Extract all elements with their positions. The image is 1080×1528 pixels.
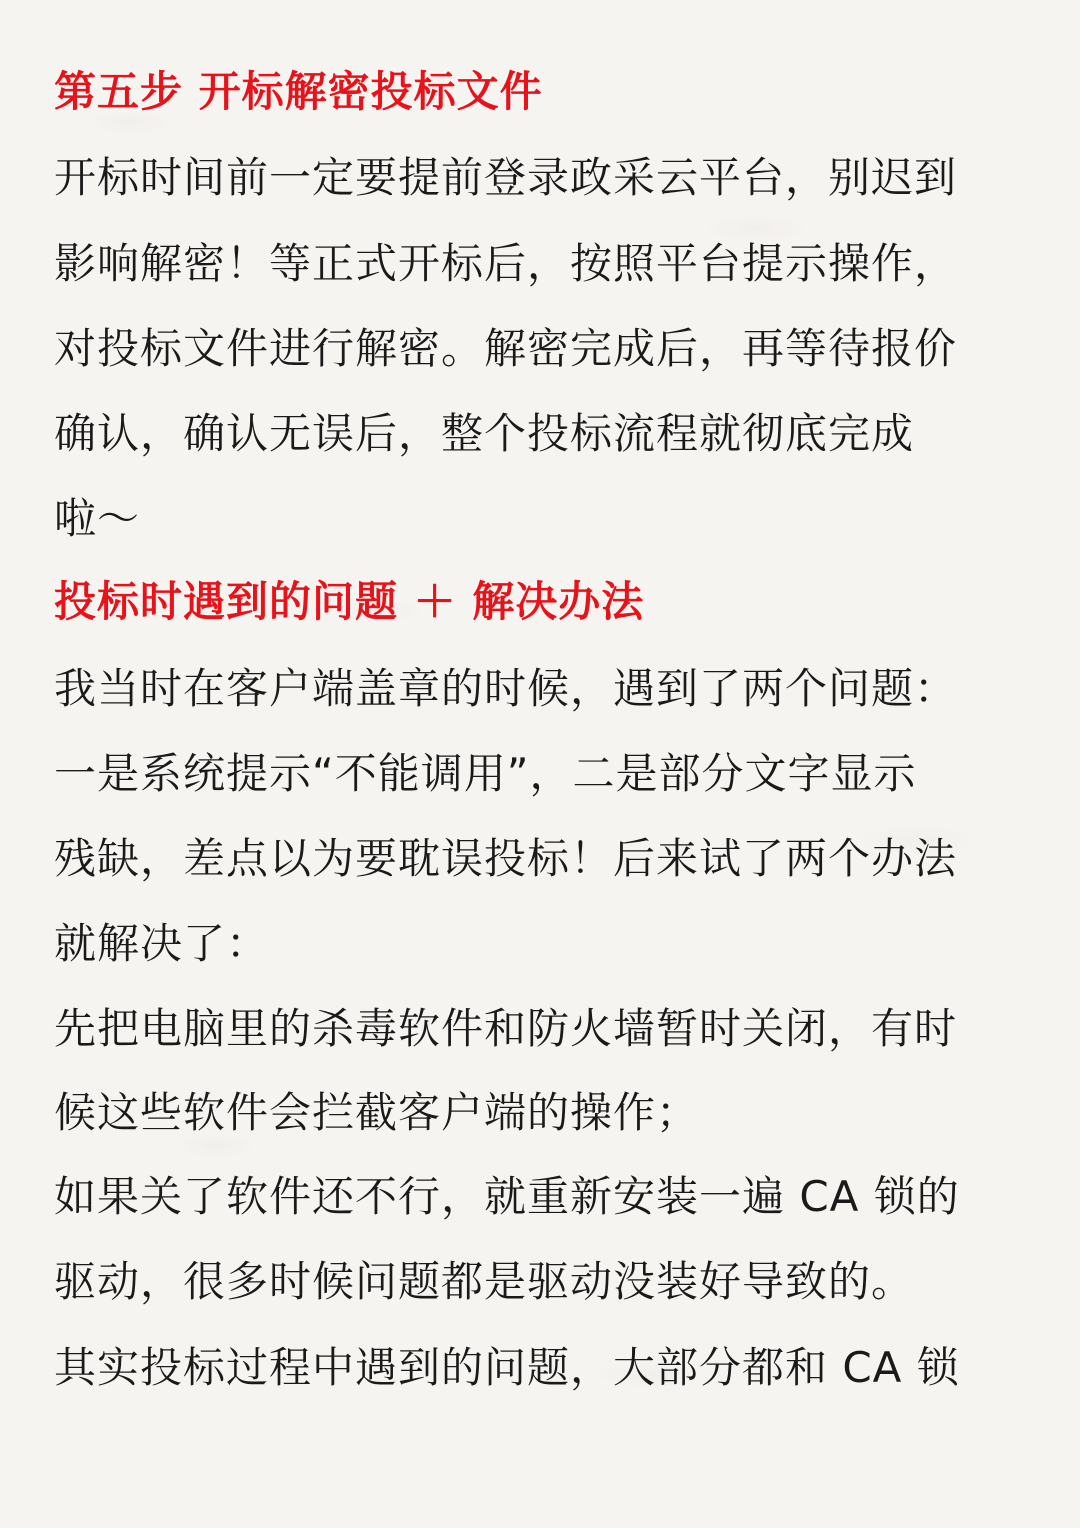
paragraph-line: 确认，确认无误后，整个投标流程就彻底完成 — [54, 409, 915, 458]
paragraph-line: 先把电脑里的杀毒软件和防火墙暂时关闭，有时 — [54, 1004, 958, 1053]
paragraph-line: 残缺，差点以为要耽误投标！后来试了两个办法 — [54, 834, 958, 883]
paragraph-line: 驱动，很多时候问题都是驱动没装好导致的。 — [54, 1257, 915, 1306]
paragraph-line: 开标时间前一定要提前登录政采云平台，别迟到 — [54, 153, 958, 202]
paragraph-line: 啦～ — [54, 494, 141, 543]
section-heading-step-five: 第五步 开标解密投标文件 — [54, 67, 543, 116]
paragraph-line: 如果关了软件还不行，就重新安装一遍 CA 锁的 — [54, 1172, 960, 1221]
paragraph-line: 影响解密！等正式开标后，按照平台提示操作， — [54, 239, 958, 288]
paragraph-line: 一是系统提示“不能调用”，二是部分文字显示 — [54, 749, 917, 798]
paragraph-line: 其实投标过程中遇到的问题，大部分都和 CA 锁 — [54, 1343, 960, 1392]
paragraph-line: 对投标文件进行解密。解密完成后，再等待报价 — [54, 324, 958, 373]
section-heading-problems-solutions: 投标时遇到的问题 ＋ 解决办法 — [54, 577, 645, 626]
paragraph-line: 候这些软件会拦截客户端的操作； — [54, 1088, 700, 1137]
paragraph-line: 我当时在客户端盖章的时候，遇到了两个问题： — [54, 664, 958, 713]
paragraph-line: 就解决了： — [54, 919, 270, 968]
